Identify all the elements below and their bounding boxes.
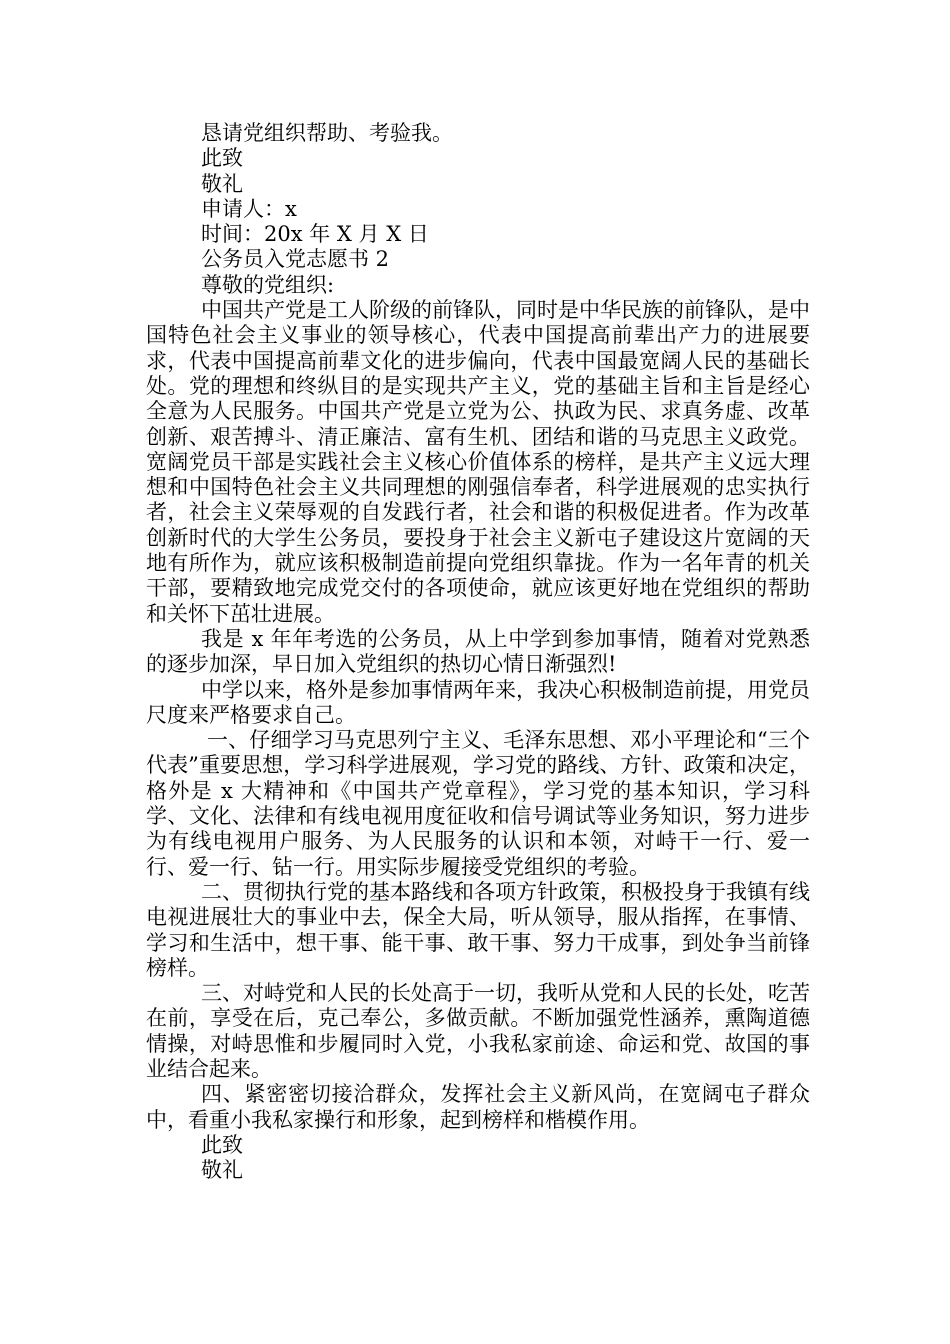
closing-jingli: 敬礼	[201, 1158, 243, 1183]
closing-cizhi: 此致	[201, 1132, 243, 1157]
body-paragraph-intro: 中国共产党是工人阶级的前锋队，同时是中华民族的前锋队，是中国特色社会主义事业的领导核心，代表中国提高前辈出产力的进展要求，代表中国提高前辈文化的进步偏向，代表中国最宽阔人民的基础长处。党的理想和终纵目的是实现共产主义，党的基础主旨和主旨是经心全意为人民服务。中国共产党是立党为公、执政为民、求真务虚、改革创新、艰苦搏斗、清正廉洁、富有生机、团结和谐的马克思主义政党。宽阔党员干部是实践社会主义核心价值体系的榜样，是共产主义远大理想和中国特色社会主义共同理想的刚强信奉者，科学进展观的忠实执行者，社会主义荣辱观的自发践行者，社会和谐的积极促进者。作为改革创新时代的大学生公务员，要投身于社会主义新屯子建设这片宽阔的天地有所作为，就应该积极制造前提向党组织靠拢。作为一名年青的机关干部，要精致地完成党交付的各项使命，就应该更好地在党组织的帮助和关怀下茁壮进展。	[146, 298, 810, 626]
body-paragraph-background: 我是 x 年年考选的公务员，从上中学到参加事情，随着对党熟悉的逐步加深，早日加入党组织的热切心情日渐强烈!	[146, 626, 810, 677]
section-title: 公务员入党志愿书 2	[201, 247, 390, 272]
salutation-jingli: 敬礼	[201, 171, 243, 196]
body-paragraph-point-2: 二、贯彻执行党的基本路线和各项方针政策，积极投身于我镇有线电视进展壮大的事业中去，保全大局，听从领导，服从指挥，在事情、学习和生活中，想干事、能干事、敢干事、努力干成事，到处争当前锋榜样。	[146, 879, 810, 980]
body-paragraph-point-1: 一、仔细学习马克思列宁主义、毛泽东思想、邓小平理论和“三个代表”重要思想，学习科学进展观，学习党的路线、方针、政策和决定，格外是 x 大精神和《中国共产党章程》，学习党的基本知识，学习科学、文化、法律和有线电视用度征收和信号调试等业务知识，努力进步为有线电视用户服务、为人民服务的认识和本领，对峙干一行、爱一行、爱一行、钻一行。用实际步履接受党组织的考验。	[146, 728, 810, 879]
body-paragraph-point-3: 三、对峙党和人民的长处高于一切，我听从党和人民的长处，吃苦在前，享受在后，克己奉公，多做贡献。不断加强党性涵养，熏陶道德情操，对峙思惟和步履同时入党，小我私家前途、命运和党、故国的事业结合起来。	[146, 981, 810, 1081]
greeting-line: 尊敬的党组织:	[201, 272, 335, 297]
body-paragraph-resolve: 中学以来，格外是参加事情两年来，我决心积极制造前提，用党员尺度来严格要求自己。	[146, 677, 810, 727]
salutation-cizhi: 此致	[201, 146, 243, 171]
applicant-line: 申请人：x	[201, 196, 297, 221]
body-paragraph-point-4: 四、紧密密切接洽群众，发挥社会主义新风尚，在宽阔屯子群众中，看重小我私家操行和形象，起到榜样和楷模作用。	[146, 1082, 810, 1132]
closing-request-line: 恳请党组织帮助、考验我。	[201, 121, 453, 145]
document-page	[146, 121, 810, 1183]
date-line: 时间：20x 年 X 月 X 日	[201, 222, 429, 247]
